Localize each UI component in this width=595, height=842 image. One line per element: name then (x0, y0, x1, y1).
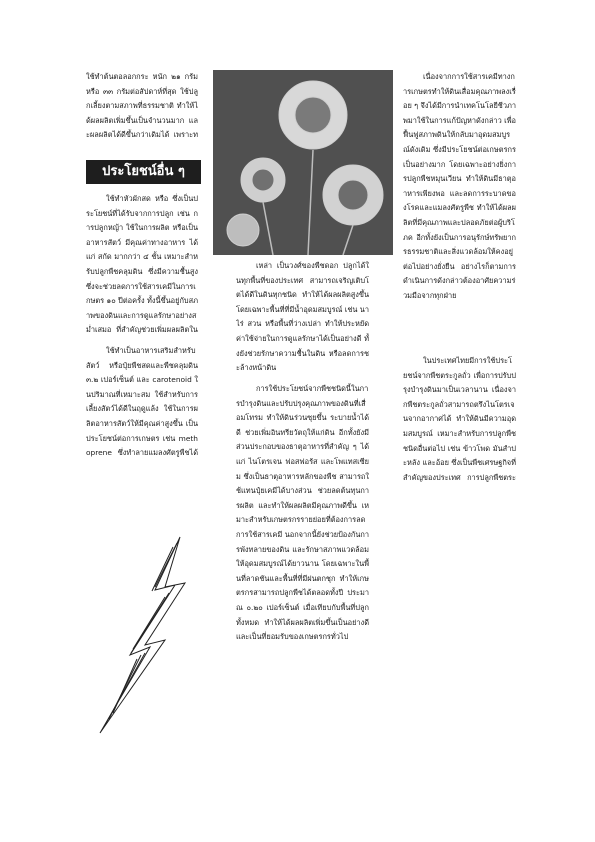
column2-body (236, 259, 369, 806)
column1-top-text (86, 70, 198, 144)
sunflower-photo (213, 70, 393, 255)
column1-paragraph: ใช้ทำเป็นอาหารเสริมสำหรับสัตว์ หรือปุ๋ยพืชสดและพืชคลุมดิน ๓.๒ เปอร์เซ็นต์ และ carotenoid ในปริมาณที่เหมาะสม ใช้สำหรับการเลี้ยงสัตว์ได้ดีในฤดูแล้ง ใช้ในการผลิตอาหารสัตว์ให้มีคุณค่าสูงขึ้น เป็นประโยชน์ต่อการเกษตร เช่น methoprene ซึ่งทำลายแมลงศัตรูพืชได้ (86, 346, 198, 458)
section-heading: ประโยชน์อื่น ๆ (86, 160, 201, 184)
column1-paragraph: ใช้ทำหัวผักสด หรือ ซึ่งเป็นประโยชน์ที่ได้รับจากการปลูก เช่น การปลูกหญ้า ใช้ในการผลิต หรือเป็นอาหารสัตว์ มีคุณค่าทางอาหาร ได้แก่ สกัด มากกว่า ๔ ชั้น เหมาะสำหรับปลูกพืชคลุมดิน ซึ่งมีความชื้นสูง ซึ่งจะช่วยลดการใช้สารเคมีในการเกษตร ๑๐ ปีต่อครั้ง ทั้งนี้ขึ้นอยู่กับสภาพของดินและการดูแลรักษาอย่างสม่ำเสมอ ที่สำคัญช่วยเพิ่มผลผลิตใน (86, 194, 198, 335)
column1-body (86, 192, 198, 461)
column3-paragraph: เนื่องจากการใช้สารเคมีทางการเกษตรทำให้ดินเสื่อมคุณภาพลงเรื่อย ๆ จึงได้มีการนำเทคโนโลยีชีวภาพมาใช้ในการแก้ปัญหาดังกล่าว เพื่อฟื้นฟูสภาพดินให้กลับมาอุดมสมบูรณ์ดังเดิม ซึ่งมีประโยชน์ต่อเกษตรกรเป็นอย่างมาก โดยเฉพาะอย่างยิ่งการปลูกพืชหมุนเวียน ทำให้ดินมีธาตุอาหารเพียงพอ และลดการระบาดของโรคและแมลงศัตรูพืช ทำให้ได้ผลผลิตที่มีคุณภาพและปลอดภัยต่อผู้บริโภค อีกทั้งยังเป็นการอนุรักษ์ทรัพยากรธรรมชาติและสิ่งแวดล้อมให้คงอยู่ต่อไปอย่างยั่งยืน อย่างไรก็ตามการดำเนินการดังกล่าวต้องอาศัยความร่วมมือจากทุกฝ่าย (403, 72, 516, 300)
column1-intro-paragraph: ใช้ทำต้นตอลอกกระ หนัก ๒๑ กรัม หรือ ๓๓ กรัมต่อสัปดาห์ที่สุด ใช้ปลูกเลี้ยงตามสภาพที่ธรรมชาติ ทำให้ได้ผลผลิตเพิ่มขึ้นเป็นจำนวนมาก และผลผลิตได้ดีขึ้นกว่าเดิมได้ เพราะ (86, 72, 198, 140)
column3-body (403, 70, 516, 485)
column2-paragraph: การใช้ประโยชน์จากพืชชนิดนี้ในการบำรุงดินและปรับปรุงคุณภาพของดินที่เสื่อมโทรม ทำให้ดินร่วนซุยขึ้น ระบายน้ำได้ดี ช่วยเพิ่มอินทรียวัตถุให้แก่ดิน อีกทั้งยังมีส่วนประกอบของธาตุอาหารที่สำคัญ ๆ ได้แก่ ไนโตรเจน ฟอสฟอรัส และโพแทสเซียม ซึ่งเป็นธาตุอาหารหลักของพืช สามารถใช้แทนปุ๋ยเคมีได้บางส่วน ช่วยลดต้นทุนการผลิต และทำให้ผลผลิตมีคุณภาพดีขึ้น เหมาะสำหรับเกษตรกรรายย่อยที่ต้องการลดการใช้สารเคมี นอกจากนี้ยังช่วยป้องกันการพังทลายของดิน และรักษาสภาพแวดล้อมให้อุดมสมบูรณ์ได้ยาวนาน โดยเฉพาะในพื้นที่ลาดชันและพื้นที่ที่มีฝนตกชุก ทำให้เกษตรกรสามารถปลูกพืชได้ตลอดทั้งปี ประมาณ ๐.๒๐ เปอร์เซ็นต์ เมื่อเทียบกับพื้นที่ปลูกทั้งหมด ทำให้ได้ผลผลิตเพิ่มขึ้นเป็นอย่างดี และเป็นที่ยอมรับของเกษตรกรทั่วไป (236, 384, 369, 642)
lightning-bolt-icon (95, 535, 205, 735)
column3-paragraph: ในประเทศไทยมีการใช้ประโยชน์จากพืชตระกูลถั่ว เพื่อการปรับปรุงบำรุงดินมาเป็นเวลานาน เนื่องจากพืชตระกูลถั่วสามารถตรึงไนโตรเจนจากอากาศได้ ทำให้ดินมีความอุดมสมบูรณ์ เหมาะสำหรับการปลูกพืชชนิดอื่นต่อไป เช่น ข้าวโพด มันสำปะหลัง และอ้อย ซึ่งเป็นพืชเศรษฐกิจที่สำคัญของประเทศ การปลูกพืชตระ (403, 356, 516, 482)
column2-paragraph: เหล่า เป็นวงศ์ของพืชดอก ปลูกได้ในทุกพื้นที่ของประเทศ สามารถเจริญเติบโตได้ดีในดินทุกชนิด ทำให้ได้ผลผลิตสูงขึ้น โดยเฉพาะพื้นที่ที่มีน้ำอุดมสมบูรณ์ เช่น นา ไร่ สวน หรือพื้นที่ว่างเปล่า ทำให้ประหยัดค่าใช้จ่ายในการดูแลรักษาได้เป็นอย่างดี ทั้งยังช่วยรักษาความชื้นในดิน หรือลดการชะล้างหน้าดิน (236, 261, 369, 373)
